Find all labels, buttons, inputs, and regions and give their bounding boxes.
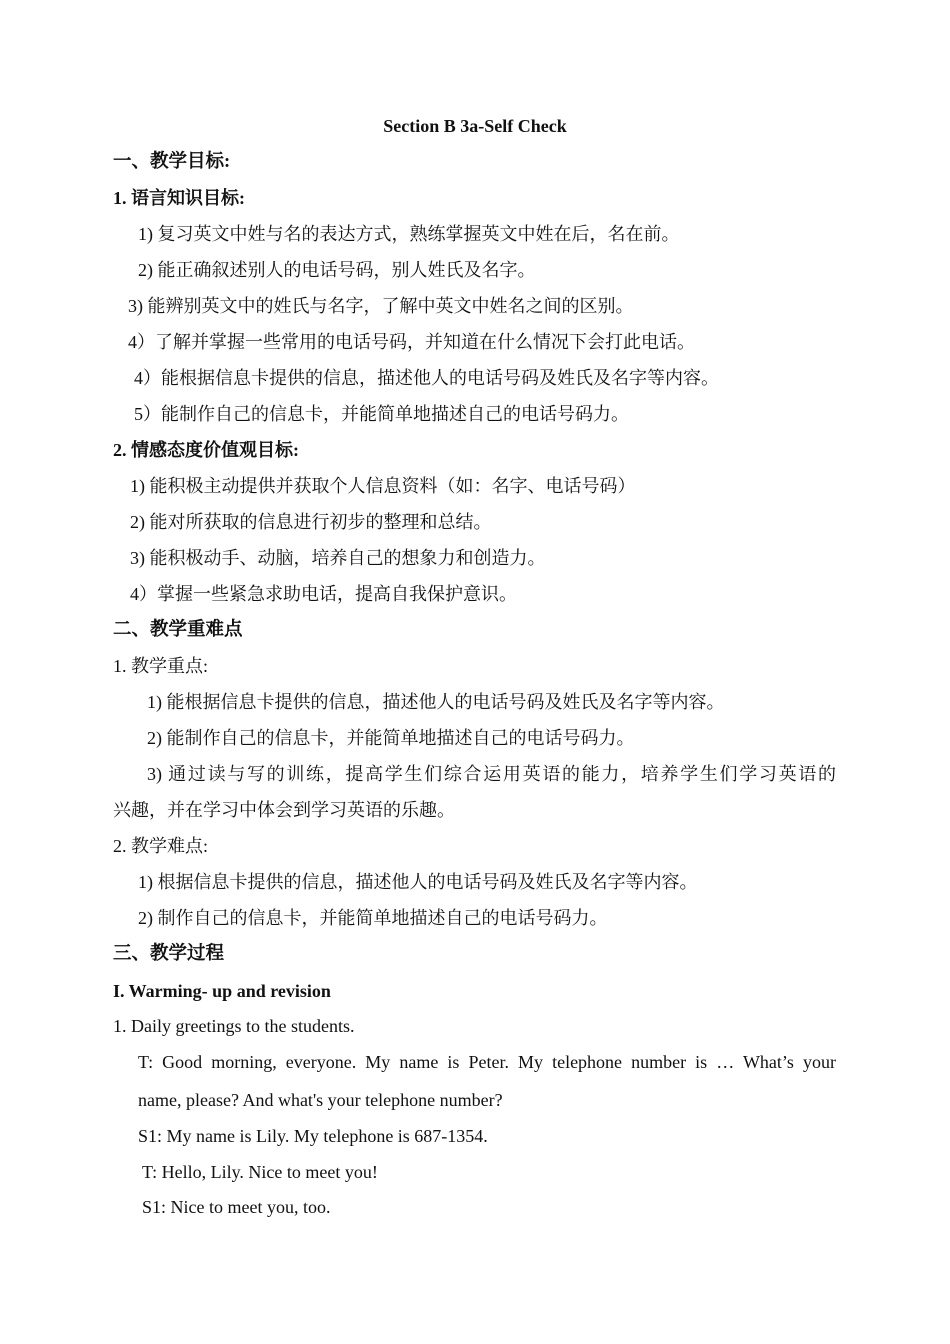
document-title: Section B 3a-Self Check — [383, 116, 567, 136]
section-heading-objectives: 一、教学目标: — [113, 152, 231, 172]
list-item: 3) 通过读与写的训练，提高学生们综合运用英语的能力，培养学生们学习英语的 — [147, 764, 836, 784]
dialogue-line: name, please? And what's your telephone number? — [138, 1090, 503, 1110]
dialogue-line: T: Hello, Lily. Nice to meet you! — [142, 1162, 378, 1182]
list-item-continuation: 兴趣，并在学习中体会到学习英语的乐趣。 — [113, 800, 455, 820]
list-item: 1) 能积极主动提供并获取个人信息资料（如：名字、电话号码） — [130, 476, 636, 496]
list-item: 2) 能对所获取的信息进行初步的整理和总结。 — [130, 512, 492, 532]
list-item: 2) 能制作自己的信息卡，并能简单地描述自己的电话号码力。 — [147, 728, 635, 748]
subheading-language-objectives: 1. 语言知识目标: — [113, 188, 245, 208]
part-heading-warming-up: I. Warming- up and revision — [113, 981, 331, 1001]
section-heading-key-points: 二、教学重难点 — [113, 620, 243, 640]
dialogue-line: S1: Nice to meet you, too. — [142, 1197, 331, 1217]
subheading-key-points: 1. 教学重点: — [113, 656, 209, 676]
list-item: 1) 复习英文中姓与名的表达方式，熟练掌握英文中姓在后，名在前。 — [138, 224, 680, 244]
step-daily-greetings: 1. Daily greetings to the students. — [113, 1016, 355, 1036]
dialogue-line: T: Good morning, everyone. My name is Peter. My telephone number is … What’s your — [138, 1052, 836, 1072]
section-heading-process: 三、教学过程 — [113, 944, 225, 964]
list-item: 5）能制作自己的信息卡，并能简单地描述自己的电话号码力。 — [134, 404, 629, 424]
subheading-difficulties: 2. 教学难点: — [113, 836, 209, 856]
subheading-attitude-objectives: 2. 情感态度价值观目标: — [113, 440, 299, 460]
dialogue-line: S1: My name is Lily. My telephone is 687-1354. — [138, 1126, 488, 1146]
list-item: 3) 能积极动手、动脑，培养自己的想象力和创造力。 — [130, 548, 546, 568]
list-item: 1) 能根据信息卡提供的信息，描述他人的电话号码及姓氏及名字等内容。 — [147, 692, 725, 712]
list-item: 1) 根据信息卡提供的信息，描述他人的电话号码及姓氏及名字等内容。 — [138, 872, 698, 892]
list-item: 4）了解并掌握一些常用的电话号码，并知道在什么情况下会打此电话。 — [128, 332, 695, 352]
list-item: 4）掌握一些紧急求助电话，提高自我保护意识。 — [130, 584, 517, 604]
list-item: 3) 能辨别英文中的姓氏与名字，了解中英文中姓名之间的区别。 — [128, 296, 634, 316]
list-item: 2) 制作自己的信息卡，并能简单地描述自己的电话号码力。 — [138, 908, 608, 928]
list-item: 4）能根据信息卡提供的信息，描述他人的电话号码及姓氏及名字等内容。 — [134, 368, 719, 388]
list-item: 2) 能正确叙述别人的电话号码，别人姓氏及名字。 — [138, 260, 536, 280]
